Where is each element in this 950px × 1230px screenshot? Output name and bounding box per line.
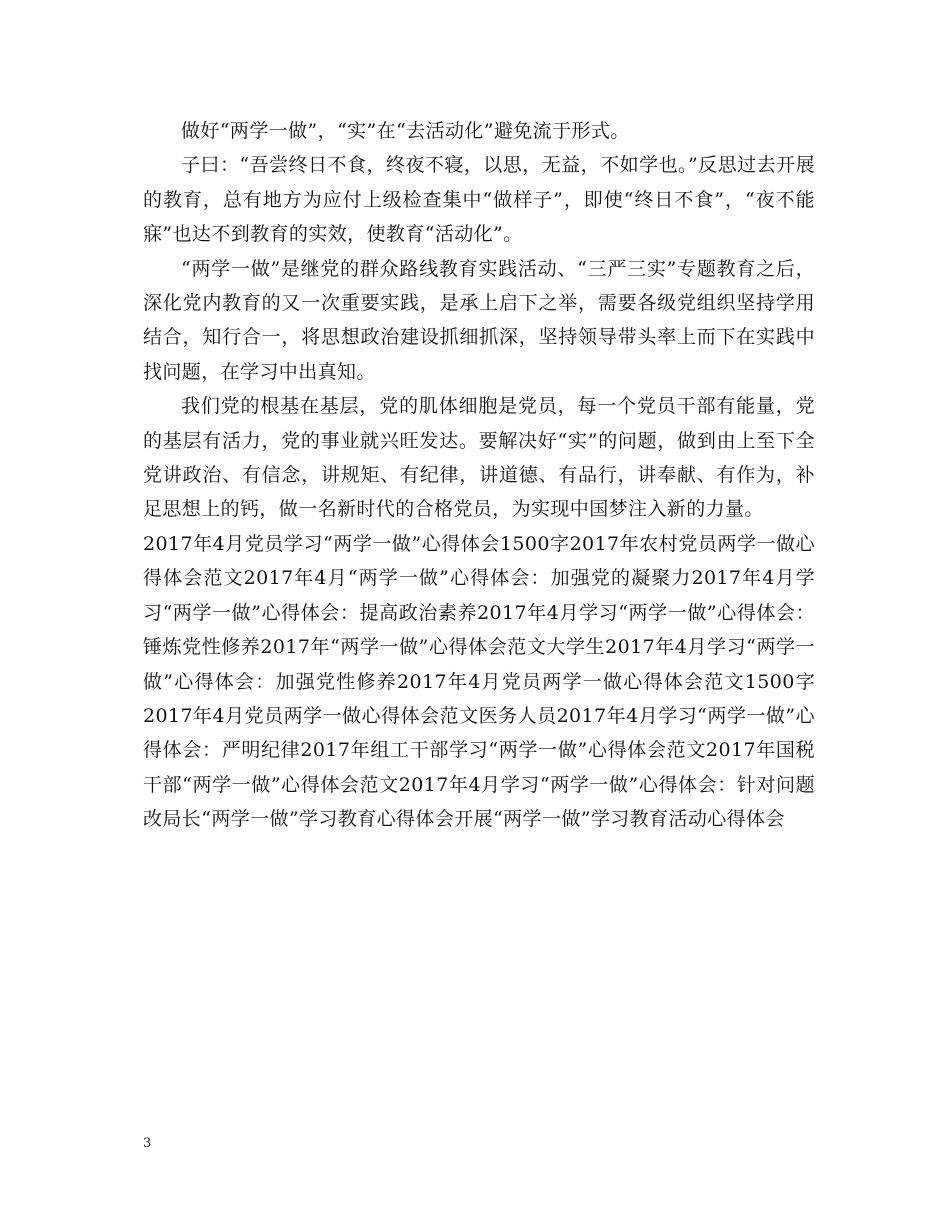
related-articles-text: 2017年4月党员学习“两学一做”心得体会1500字2017年农村党员两学一做心得体会范文2017年4月“两学一做”心得体会：加强党的凝聚力2017年4月学习“两学一做”心得体会：提高政治素养2017年4月学习“两学一做”心得体会：锤炼党性修养2017年“两学一做”心得体会范文大学生2017年4月学习“两学一做”心得体会：加强党性修养2017年4月党员两学一做心得体会范文1500字2017年4月党员两学一做心得体会范文医务人员2017年4月学习“两学一做”心得体会：严明纪律2017年组工干部学习“两学一做”心得体会范文2017年国税干部“两学一做”心得体会范文2017年4月学习“两学一做”心得体会：针对问题改局长“两学一做”学习教育心得体会开展“两学一做”学习教育活动心得体会 <box>143 532 815 831</box>
page-number: 3 <box>143 1136 152 1151</box>
paragraph-2: 子曰：“吾尝终日不食，终夜不寝，以思，无益，不如学也。”反思过去开展的教育，总有地方为应付上级检查集中“做样子”，即使“终日不食”，“夜不能寐”也达不到教育的实效，使教育“活动化”。 <box>143 154 815 246</box>
document-body <box>143 114 815 837</box>
paragraph-1: 做好“两学一做”，“实”在“去活动化”避免流于形式。 <box>181 120 630 142</box>
paragraph-3: “两学一做”是继党的群众路线教育实践活动、“三严三实”专题教育之后，深化党内教育的又一次重要实践，是承上启下之举，需要各级党组织坚持学用结合，知行合一，将思想政治建设抓细抓深，坚持领导带头率上而下在实践中找问题，在学习中出真知。 <box>143 257 815 383</box>
paragraph-4: 我们党的根基在基层，党的肌体细胞是党员，每一个党员干部有能量，党的基层有活力，党的事业就兴旺发达。要解决好“实”的问题，做到由上至下全党讲政治、有信念，讲规矩、有纪律，讲道德、有品行，讲奉献、有作为，补足思想上的钙，做一名新时代的合格党员，为实现中国梦注入新的力量。 <box>143 395 815 521</box>
